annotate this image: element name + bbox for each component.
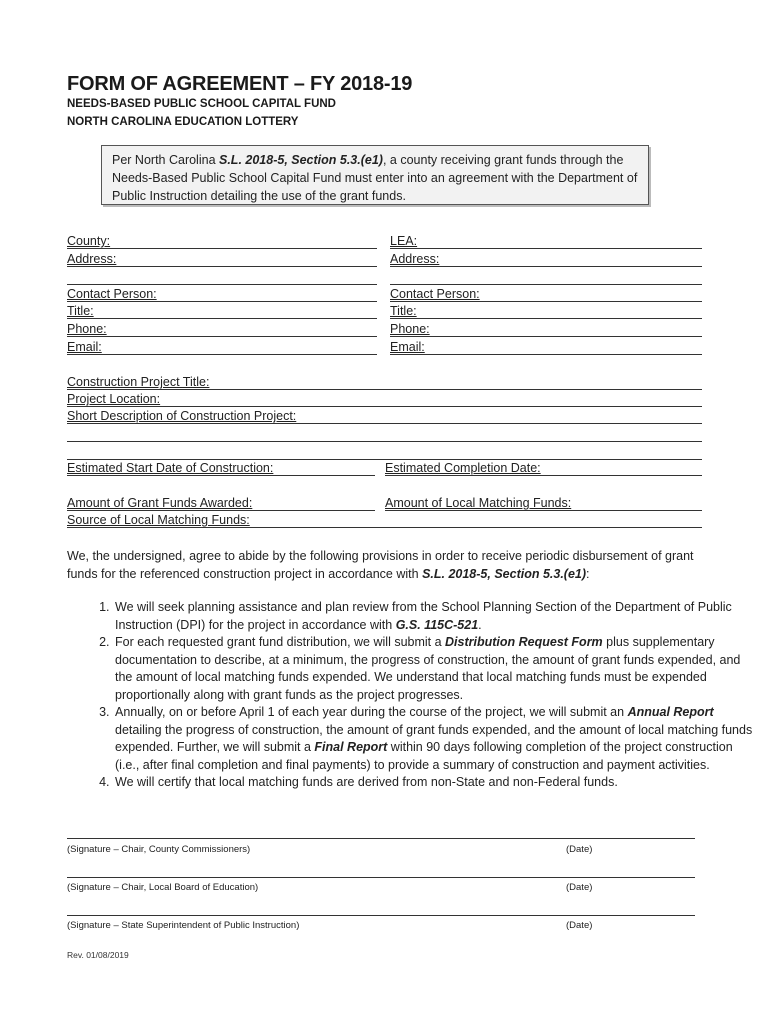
provision-item xyxy=(113,774,753,792)
local-amount-label: Amount of Local Matching Funds: xyxy=(385,496,572,510)
provision-2-pre: For each requested grant fund distribution, we will submit a xyxy=(115,635,446,649)
provision-item xyxy=(113,704,753,774)
signature-label-state-superintendent: (Signature – State Superintendent of Public Instruction) xyxy=(67,920,300,931)
county-email-label: Email: xyxy=(67,340,102,354)
county-title-label: Title: xyxy=(67,304,94,318)
project-description-label: Short Description of Construction Project: xyxy=(67,409,297,423)
project-title-label: Construction Project Title: xyxy=(67,375,210,389)
lea-phone-underline xyxy=(390,336,702,337)
county-address-label: Address: xyxy=(67,252,117,266)
notice-citation: S.L. 2018-5, Section 5.3.(e1) xyxy=(219,153,383,167)
provision-3-mid: detailing the progress of construction, the amount of grant funds expended, and the amount of local matching funds expended. Further, we will submit a xyxy=(115,722,753,754)
form-subtitle-lottery: NORTH CAROLINA EDUCATION LOTTERY xyxy=(67,116,299,128)
county-email-underline xyxy=(67,354,377,355)
project-location-label: Project Location: xyxy=(67,392,161,406)
date-label-board-of-education: (Date) xyxy=(566,882,593,893)
county-address-line2[interactable] xyxy=(67,284,377,285)
signature-label-board-of-education: (Signature – Chair, Local Board of Education) xyxy=(67,882,259,893)
agreement-intro-pre: We, the undersigned, agree to abide by the following provisions in order to receive periodic disbursement of grant funds for the referenced construction project in accordance with xyxy=(67,549,694,581)
county-title-underline xyxy=(67,318,377,319)
completion-date-underline xyxy=(385,475,702,476)
provision-item xyxy=(113,634,753,704)
county-phone-underline xyxy=(67,336,377,337)
signature-line-board-of-education[interactable] xyxy=(67,877,695,878)
lea-email-underline xyxy=(390,354,702,355)
county-contact-underline xyxy=(67,301,377,302)
provision-1-citation: G.S. 115C-521 xyxy=(395,617,479,632)
grant-amount-label: Amount of Grant Funds Awarded: xyxy=(67,496,253,510)
lea-title-underline xyxy=(390,318,702,319)
lea-address-label: Address: xyxy=(390,252,440,266)
project-description-underline xyxy=(67,423,702,424)
lea-address-line2[interactable] xyxy=(390,284,702,285)
provision-1-post: . xyxy=(478,617,482,632)
local-source-label: Source of Local Matching Funds: xyxy=(67,513,250,527)
lea-address-underline xyxy=(390,266,702,267)
start-date-underline xyxy=(67,475,375,476)
completion-date-label: Estimated Completion Date: xyxy=(385,461,541,475)
project-title-underline xyxy=(67,389,702,390)
provision-item xyxy=(113,599,753,634)
provision-2-emphasis: Distribution Request Form xyxy=(445,635,603,649)
provision-4-text: We will certify that local matching funds are derived from non-State and non-Federal funds. xyxy=(115,775,618,789)
county-label: County: xyxy=(67,234,111,248)
agreement-intro-citation: S.L. 2018-5, Section 5.3.(e1) xyxy=(422,567,587,581)
date-label-state-superintendent: (Date) xyxy=(566,920,593,931)
agreement-intro xyxy=(67,547,707,583)
project-description-line3[interactable] xyxy=(67,459,702,460)
lea-email-label: Email: xyxy=(390,340,425,354)
provision-3-pre: Annually, on or before April 1 of each year during the course of the project, we will submit an xyxy=(115,705,628,719)
notice-text-pre: Per North Carolina xyxy=(112,153,219,167)
project-description-line2[interactable] xyxy=(67,441,702,442)
signature-line-state-superintendent[interactable] xyxy=(67,915,695,916)
agreement-intro-post: : xyxy=(586,567,590,581)
start-date-label: Estimated Start Date of Construction: xyxy=(67,461,274,475)
provisions-list xyxy=(67,599,753,792)
signature-line-county-commissioners[interactable] xyxy=(67,838,695,839)
provision-2-post: plus supplementary documentation to describe, at a minimum, the progress of construction, the amount of grant funds expended, and the amount of local matching funds expended. We understand that local matching funds must be expended proportionally along with grant funds as the project progresses. xyxy=(115,635,741,702)
local-source-underline xyxy=(67,527,702,528)
form-title: FORM OF AGREEMENT – FY 2018-19 xyxy=(67,73,413,95)
lea-contact-underline xyxy=(390,301,702,302)
lea-phone-label: Phone: xyxy=(390,322,430,336)
lea-underline xyxy=(390,248,702,249)
grant-amount-underline xyxy=(67,510,375,511)
revision-date: Rev. 01/08/2019 xyxy=(67,950,129,960)
provision-3-annual-report: Annual Report xyxy=(627,705,714,719)
local-amount-underline xyxy=(385,510,702,511)
project-location-underline xyxy=(67,406,702,407)
provision-3-final-report: Final Report xyxy=(314,740,388,754)
form-subtitle-fund: NEEDS-BASED PUBLIC SCHOOL CAPITAL FUND xyxy=(67,98,336,110)
county-underline xyxy=(67,248,377,249)
lea-contact-label: Contact Person: xyxy=(390,287,480,301)
provision-3-post: within 90 days following completion of the project construction (i.e., after final completion and final payments) to provide a summary of construction and payment activities. xyxy=(115,740,733,772)
county-phone-label: Phone: xyxy=(67,322,107,336)
county-contact-label: Contact Person: xyxy=(67,287,157,301)
lea-label: LEA: xyxy=(390,234,418,248)
provision-1-pre: We will seek planning assistance and plan review from the School Planning Section of the Department of Public Instruction (DPI) for the project in accordance with xyxy=(115,600,732,632)
statutory-notice-box xyxy=(101,145,649,205)
notice-text-post: , a county receiving grant funds through the Needs-Based Public School Capital Fund must enter into an agreement with the Department of Public Instruction detailing the use of the grant funds. xyxy=(112,153,638,203)
lea-title-label: Title: xyxy=(390,304,417,318)
date-label-county-commissioners: (Date) xyxy=(566,844,593,855)
signature-label-county-commissioners: (Signature – Chair, County Commissioners) xyxy=(67,844,251,855)
county-address-underline xyxy=(67,266,377,267)
